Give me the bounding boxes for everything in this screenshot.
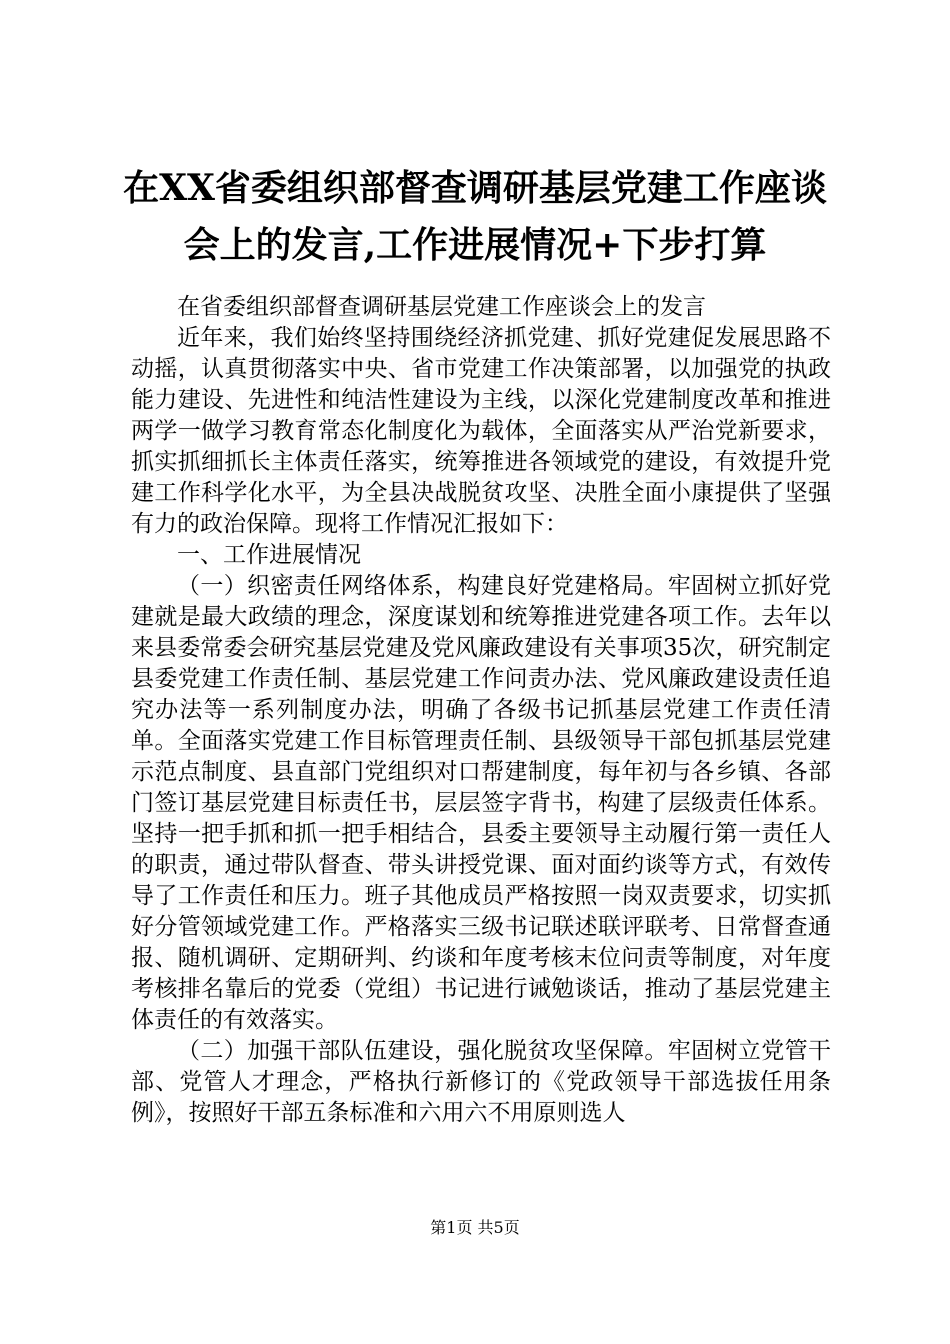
section-paragraph-1: （一）织密责任网络体系，构建良好党建格局。牢固树立抓好党建就是最大政绩的理念，深度谋划和统筹推进党建各项工作。去年以来县委常委会研究基层党建及党风廉政建设有关事项35次，研究制定县委党建工作责任制、基层党建工作问责办法、党风廉政建设责任追究办法等一系列制度办法，明确了各级书记抓基层党建工作责任清单。全面落实党建工作目标管理责任制、县级领导干部包抓基层党建示范点制度、县直部门党组织对口帮建制度，每年初与各乡镇、各部门签订基层党建目标责任书，层层签字背书，构建了层级责任体系。坚持一把手抓和抓一把手相结合，县委主要领导主动履行第一责任人的职责，通过带队督查、带头讲授党课、面对面约谈等方式，有效传导了工作责任和压力。班子其他成员严格按照一岗双责要求，切实抓好分管领域党建工作。严格落实三级书记联述联评联考、日常督查通报、随机调研、定期研判、约谈和年度考核末位问责等制度，对年度考核排名靠后的党委（党组）书记进行诫勉谈话，推动了基层党建主体责任的有效落实。 <box>131 573 831 1033</box>
page-number-footer: 第1页 共5页 <box>430 1218 520 1237</box>
intro-paragraph: 近年来，我们始终坚持围绕经济抓党建、抓好党建促发展思路不动摇，认真贯彻落实中央、省市党建工作决策部署，以加强党的执政能力建设、先进性和纯洁性建设为主线，以深化党建制度改革和推进两学一做学习教育常态化制度化为载体，全面落实从严治党新要求，抓实抓细抓长主体责任落实，统筹推进各领域党的建设，有效提升党建工作科学化水平，为全县决战脱贫攻坚、决胜全面小康提供了坚强有力的政治保障。现将工作情况汇报如下： <box>131 325 831 537</box>
document-title: 在XX省委组织部督查调研基层党建工作座谈会上的发言,工作进展情况+下步打算 <box>123 167 827 266</box>
document-body <box>131 292 831 1129</box>
section-paragraph-2: （二）加强干部队伍建设，强化脱贫攻坚保障。牢固树立党管干部、党管人才理念，严格执行新修订的《党政领导干部选拔任用条例》，按照好干部五条标准和六用六不用原则选人 <box>131 1038 831 1126</box>
section-heading: 一、工作进展情况 <box>177 542 361 568</box>
document-subtitle: 在省委组织部督查调研基层党建工作座谈会上的发言 <box>177 294 706 320</box>
